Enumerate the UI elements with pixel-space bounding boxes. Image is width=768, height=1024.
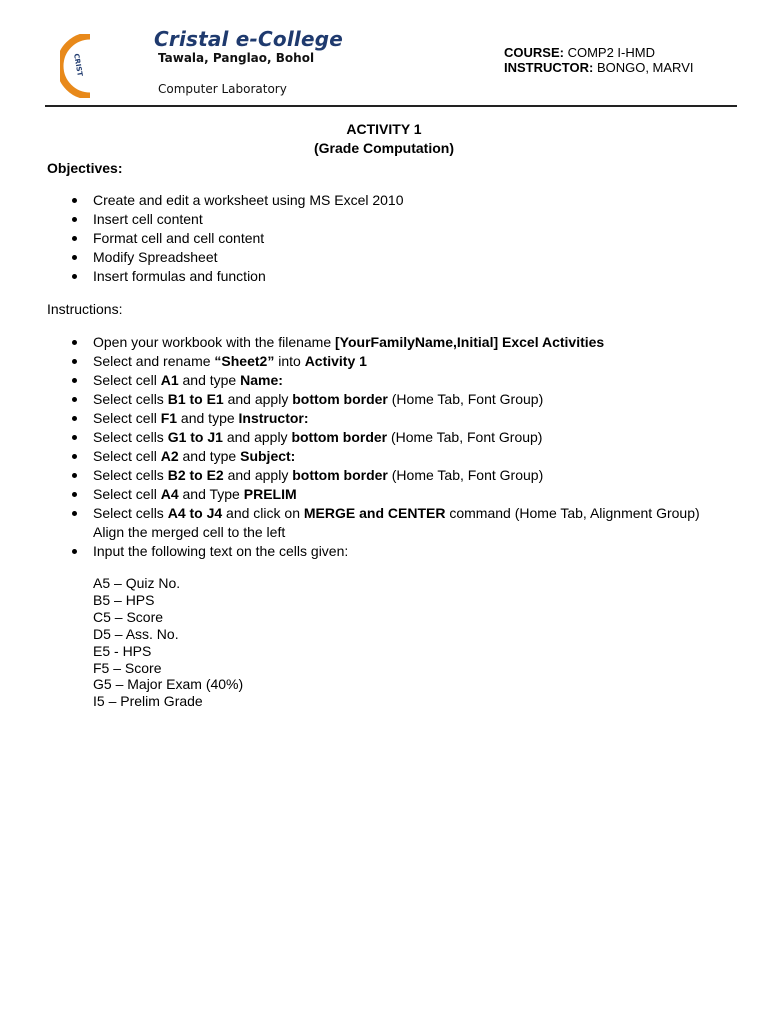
instruction-text: Input the following text on the cells given: <box>93 543 349 559</box>
instruction-bold-text: Instructor: <box>238 410 309 426</box>
cell-entries <box>93 575 243 710</box>
instruction-bold-text: bottom border <box>292 467 388 483</box>
instruction-bold-text: B2 to E2 <box>167 467 224 483</box>
instruction-text: Select cell <box>93 486 161 502</box>
instruction-bold-text: B1 to E1 <box>167 391 224 407</box>
objective-item: Insert cell content <box>93 210 733 229</box>
instruction-item <box>93 504 733 542</box>
instruction-text: and apply <box>223 467 293 483</box>
instruction-bold-text: Subject: <box>240 448 296 464</box>
objectives-heading: Objectives: <box>47 160 123 176</box>
instruction-text: and type <box>178 448 241 464</box>
instructor-line <box>504 60 694 75</box>
instruction-bold-text: Name: <box>240 372 283 388</box>
instruction-bold-text: PRELIM <box>243 486 297 502</box>
department-name: Computer Laboratory <box>158 82 287 96</box>
instruction-text: and type <box>177 410 239 426</box>
activity-title: ACTIVITY 1 <box>346 121 422 137</box>
instruction-bold-text: “Sheet2” <box>214 353 275 369</box>
instruction-text: command (Home Tab, Alignment Group) Align the merged cell to the left <box>93 505 700 540</box>
instruction-text: and apply <box>222 429 292 445</box>
instruction-text: (Home Tab, Font Group) <box>387 429 543 445</box>
instruction-item <box>93 485 733 504</box>
header-divider <box>45 105 737 107</box>
cell-entry: C5 – Score <box>93 608 164 625</box>
instruction-bold-text: bottom border <box>291 429 388 445</box>
instructor-value: BONGO, MARVI <box>596 60 694 75</box>
instruction-text: Select cells <box>93 505 168 521</box>
instruction-text: and apply <box>223 391 293 407</box>
college-logo <box>60 34 94 98</box>
instruction-text: and Type <box>178 486 244 502</box>
instruction-text: (Home Tab, Font Group) <box>387 391 544 407</box>
instruction-item <box>93 333 733 352</box>
instruction-item <box>93 447 733 466</box>
instruction-text: Select cells <box>93 467 168 483</box>
instruction-bold-text: F1 <box>160 410 178 426</box>
instruction-text: Select cells <box>93 391 168 407</box>
cell-entry: B5 – HPS <box>93 591 155 608</box>
instructor-label: INSTRUCTOR: <box>504 60 594 75</box>
instruction-bold-text: MERGE and CENTER <box>303 505 446 521</box>
course-line <box>504 45 694 60</box>
course-value: COMP2 I-HMD <box>567 45 655 60</box>
instruction-text: Select and rename <box>93 353 215 369</box>
instruction-bold-text: A4 <box>160 486 179 502</box>
course-label: COURSE: <box>504 45 564 60</box>
instruction-item <box>93 542 733 561</box>
instruction-item <box>93 409 733 428</box>
instruction-bold-text: bottom border <box>292 391 388 407</box>
instruction-bold-text: A1 <box>160 372 179 388</box>
course-info <box>504 45 694 75</box>
instruction-bold-text: A4 to J4 <box>167 505 223 521</box>
instruction-item <box>93 352 733 371</box>
instruction-item <box>93 371 733 390</box>
cell-entry: A5 – Quiz No. <box>93 575 181 591</box>
cell-entry: E5 - HPS <box>93 642 152 659</box>
instruction-text: (Home Tab, Font Group) <box>387 467 544 483</box>
cell-entry: F5 – Score <box>93 659 162 676</box>
objective-item: Insert formulas and function <box>93 267 733 286</box>
instruction-bold-text: [YourFamilyName,Initial] Excel Activities <box>335 334 605 350</box>
instructions-heading: Instructions: <box>47 301 123 317</box>
instruction-bold-text: A2 <box>160 448 179 464</box>
college-name: Cristal e-College <box>154 27 344 51</box>
cell-entry: I5 – Prelim Grade <box>93 693 203 710</box>
instruction-text: Select cells <box>93 429 168 445</box>
objective-item: Create and edit a worksheet using MS Excel 2010 <box>93 191 733 210</box>
svg-text:CRIST: CRIST <box>72 52 84 77</box>
instruction-item <box>93 466 733 485</box>
instruction-text: Select cell <box>93 448 161 464</box>
instruction-text: into <box>274 353 305 369</box>
activity-subtitle: (Grade Computation) <box>314 140 454 156</box>
instruction-text: Select cell <box>93 410 161 426</box>
objective-item: Format cell and cell content <box>93 229 733 248</box>
instruction-item <box>93 428 733 447</box>
cell-entry: G5 – Major Exam (40%) <box>93 676 244 693</box>
instruction-text: Select cell <box>93 372 161 388</box>
instruction-text: Open your workbook with the filename <box>93 334 336 350</box>
college-address: Tawala, Panglao, Bohol <box>158 51 315 65</box>
cell-entry: D5 – Ass. No. <box>93 625 179 642</box>
instruction-text: and type <box>178 372 241 388</box>
objective-item: Modify Spreadsheet <box>93 248 733 267</box>
instruction-item <box>93 390 733 409</box>
instruction-bold-text: Activity 1 <box>304 353 367 369</box>
objectives-list <box>93 191 733 286</box>
instruction-text: and click on <box>222 505 304 521</box>
instruction-bold-text: G1 to J1 <box>167 429 223 445</box>
instructions-list <box>93 333 733 561</box>
